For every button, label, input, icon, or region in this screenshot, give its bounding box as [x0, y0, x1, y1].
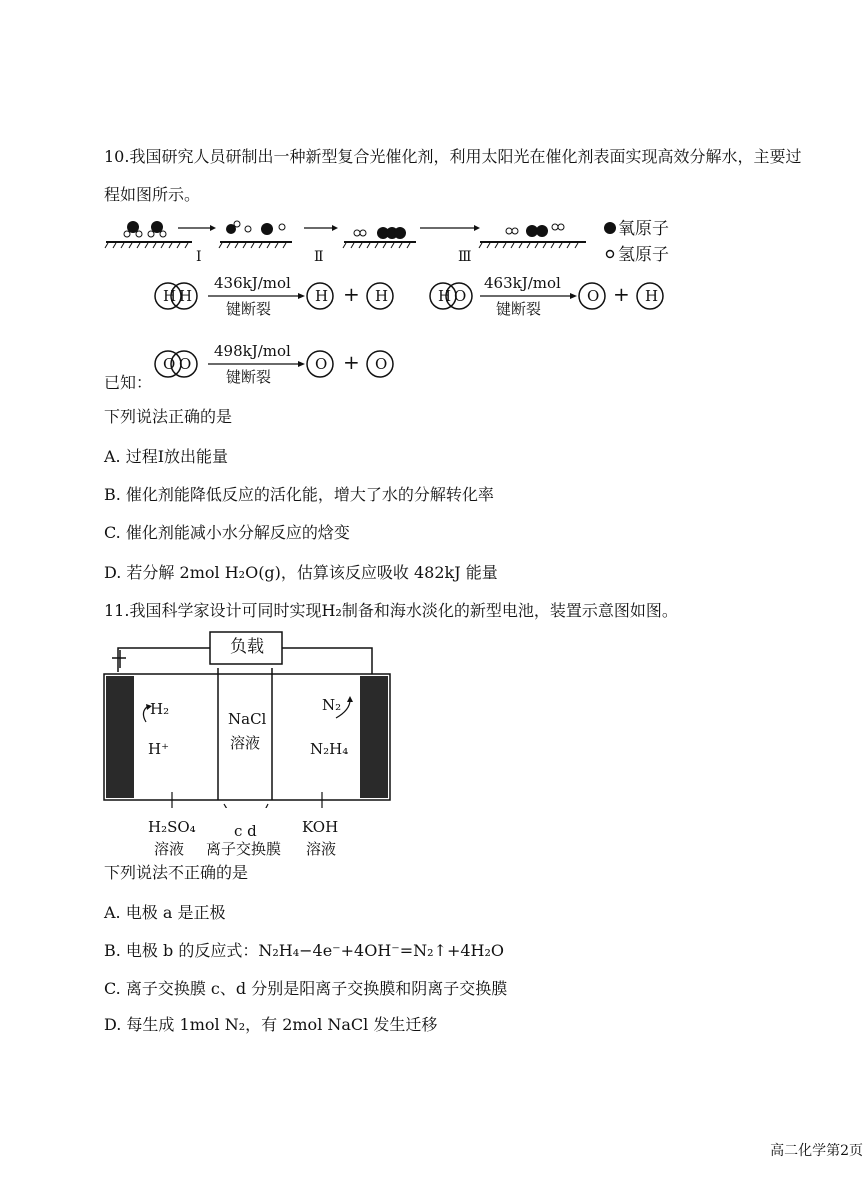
left-solution-label: 溶液 — [154, 840, 185, 858]
left-species-h2: H₂ — [150, 700, 170, 718]
oo-plus: + — [343, 350, 360, 374]
hh-right-letter: H — [179, 287, 193, 305]
oxygen-legend-dot — [604, 222, 616, 234]
ho-energy: 463kJ/mol — [484, 274, 561, 292]
middle-label-solution: 溶液 — [230, 734, 261, 752]
right-solution-label: 溶液 — [306, 840, 337, 858]
hh-plus: + — [343, 282, 360, 306]
q10-option-d: D. 若分解 2mol H₂O(g)，估算该反应吸收 482kJ 能量 — [104, 563, 498, 582]
hh-left-letter: H — [163, 287, 177, 305]
stage-1-surface — [105, 221, 216, 248]
q11-option-d: D. 每生成 1mol N₂，有 2mol NaCl 发生迁移 — [104, 1015, 438, 1034]
load-label: 负载 — [230, 637, 264, 657]
electrode-a — [106, 676, 134, 798]
q10-option-a: A. 过程Ⅰ放出能量 — [104, 447, 229, 466]
q10-stem-line1: 10.我国研究人员研制出一种新型复合光催化剂，利用太阳光在催化剂表面实现高效分解水，主要过 — [104, 147, 802, 166]
right-solution-koh: KOH — [302, 818, 339, 836]
q11-option-a: A. 电极 a 是正极 — [104, 903, 226, 922]
q11-stem: 11.我国科学家设计可同时实现H₂制备和海水淡化的新型电池，装置示意图如图。 — [104, 601, 678, 620]
hh-product-h2: H — [375, 287, 389, 305]
right-species-n2h4: N₂H₄ — [310, 740, 349, 758]
middle-label-nacl: NaCl — [228, 710, 267, 728]
stage-label-3: Ⅲ — [458, 249, 472, 265]
ho-right-letter: O — [454, 287, 467, 305]
q10-option-b: B. 催化剂能降低反应的活化能，增大了水的分解转化率 — [104, 485, 494, 504]
membrane-letters: c d — [234, 822, 257, 840]
electrode-b — [360, 676, 388, 798]
legend-oxygen-label: 氧原子 — [618, 219, 669, 239]
oo-product-o1: O — [315, 355, 328, 373]
stage-4-surface — [479, 224, 586, 248]
stage-label-2: Ⅱ — [314, 249, 324, 265]
hh-bond-break: 键断裂 — [226, 300, 272, 318]
oo-product-o2: O — [375, 355, 388, 373]
ho-left-letter: H — [438, 287, 452, 305]
hh-product-h1: H — [315, 287, 329, 305]
ho-product-o: O — [587, 287, 600, 305]
stage-2-surface — [219, 221, 338, 248]
q10-process-diagram — [100, 212, 700, 268]
oo-left-letter: O — [163, 355, 176, 373]
oo-bond-break: 键断裂 — [226, 368, 272, 386]
membrane-label: 离子交换膜 — [206, 840, 282, 858]
hydrogen-legend-dot — [607, 251, 614, 258]
legend-hydrogen-label: 氢原子 — [618, 245, 669, 265]
ho-plus: + — [613, 282, 630, 306]
q10-prompt: 下列说法正确的是 — [104, 407, 233, 426]
left-species-hplus: H⁺ — [148, 740, 169, 758]
oo-energy: 498kJ/mol — [214, 342, 291, 360]
page-footer: 高二化学第2页 — [770, 1143, 863, 1159]
hh-energy: 436kJ/mol — [214, 274, 291, 292]
right-species-n2: N₂ — [322, 696, 342, 714]
stage-label-1: Ⅰ — [196, 249, 202, 265]
q11-option-c: C. 离子交换膜 c、d 分别是阳离子交换膜和阴离子交换膜 — [104, 979, 508, 998]
ho-product-h: H — [645, 287, 659, 305]
left-solution-h2so4: H₂SO₄ — [148, 818, 196, 836]
q11-prompt: 下列说法不正确的是 — [104, 863, 249, 882]
q11-option-b: B. 电极 b 的反应式：N₂H₄−4e⁻+4OH⁻=N₂↑+4H₂O — [104, 941, 505, 960]
stage-3-surface — [343, 225, 480, 248]
ho-bond-break: 键断裂 — [496, 300, 542, 318]
known-label: 已知： — [104, 373, 153, 392]
oo-right-letter: O — [179, 355, 192, 373]
q10-option-c: C. 催化剂能减小水分解反应的焓变 — [104, 523, 350, 542]
q10-stem-line2: 程如图所示。 — [104, 185, 201, 204]
